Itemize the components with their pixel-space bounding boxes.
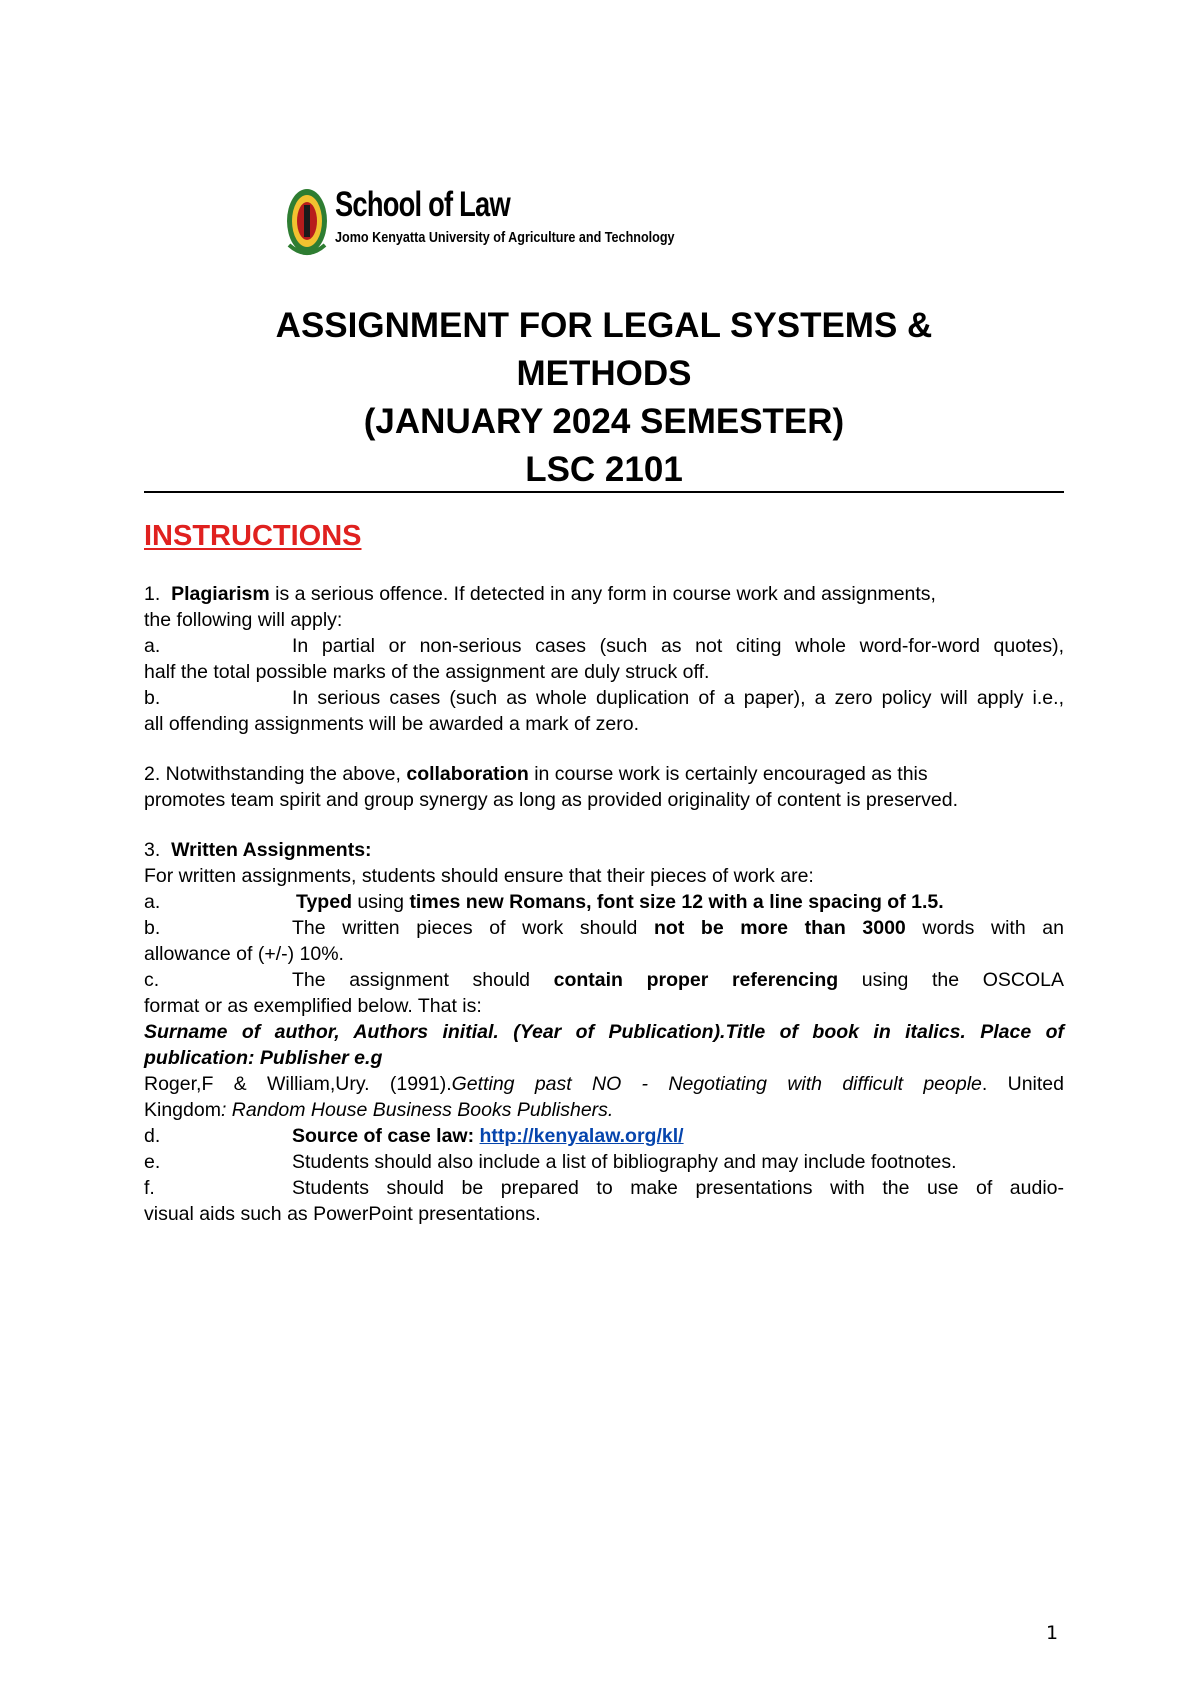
list-marker: e. [144, 1151, 161, 1173]
bold-term: collaboration [406, 763, 529, 785]
page-number: 1 [1046, 1622, 1059, 1644]
paragraph-line: 2. Notwithstanding the above, collaboration in course work is certainly encouraged as this [144, 763, 928, 785]
logo-subtitle: Jomo Kenyatta University of Agriculture and Technology [335, 229, 675, 246]
section-heading: 3. Written Assignments: [144, 839, 372, 861]
list-marker: f. [144, 1177, 155, 1199]
instructions-heading: INSTRUCTIONS [144, 520, 362, 552]
title-line: (JANUARY 2024 SEMESTER) [363, 402, 845, 441]
document-title [144, 302, 1064, 494]
list-item: e. Students should also include a list of bibliography and may include footnotes. [144, 1151, 957, 1173]
paragraph-line: visual aids such as PowerPoint presentations. [144, 1203, 541, 1225]
list-item: a. Typed using times new Romans, font size 12 with a line spacing of 1.5. [144, 891, 944, 913]
paragraph-line: 1. Plagiarism is a serious offence. If detected in any form in course work and assignments, [144, 583, 936, 605]
list-item: a. In partial or non-serious cases (such as not citing whole word-for-word quotes), [144, 635, 1064, 657]
list-marker: d. [144, 1125, 161, 1147]
paragraph-line: half the total possible marks of the assignment are duly struck off. [144, 661, 710, 683]
citation-example: Kingdom: Random House Business Books Publishers. [144, 1099, 614, 1121]
paragraph-line: For written assignments, students should ensure that their pieces of work are: [144, 865, 814, 887]
school-logo [283, 183, 675, 263]
paragraph-line: format or as exemplified below. That is: [144, 995, 482, 1017]
list-marker: a. [144, 891, 161, 913]
paragraph-line: promotes team spirit and group synergy as long as provided originality of content is preserved. [144, 789, 959, 811]
citation-format: publication: Publisher e.g [144, 1047, 383, 1069]
list-marker: a. [144, 635, 161, 657]
section-collaboration [144, 761, 1064, 813]
section-plagiarism [144, 581, 1064, 737]
title-line: METHODS [516, 354, 692, 393]
paragraph-line: the following will apply: [144, 609, 343, 631]
list-item: d. Source of case law: http://kenyalaw.org/kl/ [144, 1125, 684, 1147]
citation-example: Roger,F & William,Ury. (1991).Getting past NO - Negotiating with difficult people. United [144, 1073, 1064, 1095]
title-line: LSC 2101 [525, 450, 683, 489]
title-line: ASSIGNMENT FOR LEGAL SYSTEMS & [275, 306, 933, 345]
list-marker: b. [144, 687, 161, 709]
citation-format: Surname of author, Authors initial. (Year of Publication).Title of book in italics. Place of [144, 1021, 1064, 1043]
paragraph-line: allowance of (+/-) 10%. [144, 943, 344, 965]
university-crest-icon [283, 183, 331, 261]
list-item: b. In serious cases (such as whole duplication of a paper), a zero policy will apply i.e., [144, 687, 1064, 709]
bold-term: Plagiarism [171, 583, 270, 605]
list-marker: c. [144, 969, 160, 991]
list-marker: b. [144, 917, 161, 939]
case-law-link[interactable]: http://kenyalaw.org/kl/ [479, 1125, 684, 1147]
list-item: b. The written pieces of work should not be more than 3000 words with an [144, 917, 1064, 939]
section-written-assignments [144, 837, 1064, 1227]
paragraph-line: all offending assignments will be awarded a mark of zero. [144, 713, 639, 735]
title-divider [144, 491, 1064, 493]
list-item: f. Students should be prepared to make presentations with the use of audio- [144, 1177, 1064, 1199]
logo-title: School of Law [335, 185, 510, 224]
list-item: c. The assignment should contain proper referencing using the OSCOLA [144, 969, 1064, 991]
